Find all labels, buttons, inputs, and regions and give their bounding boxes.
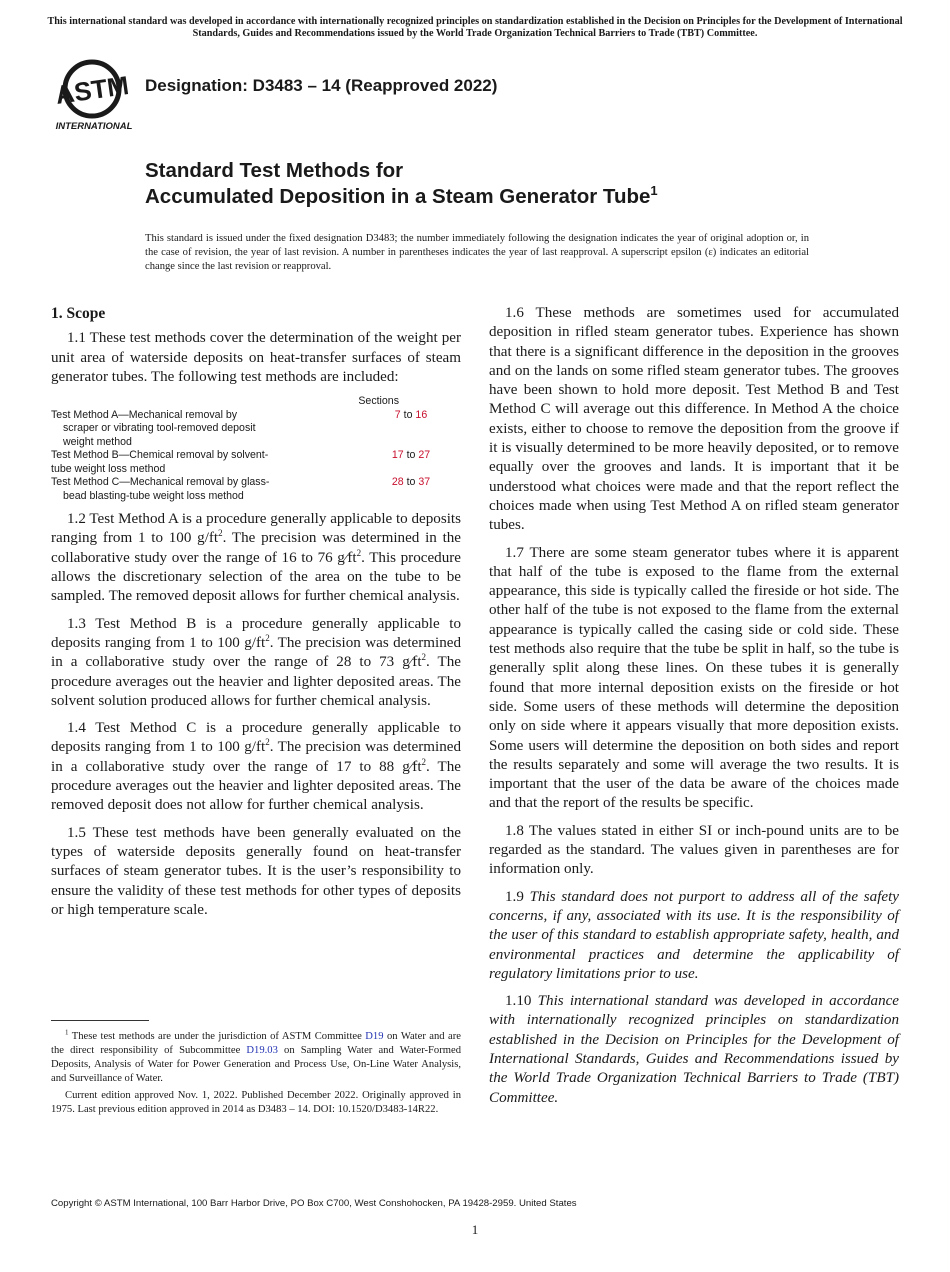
svg-text:ASTM: ASTM bbox=[53, 70, 131, 110]
methods-table bbox=[51, 395, 461, 503]
footnotes bbox=[51, 1030, 461, 1120]
section-link[interactable]: 27 bbox=[418, 449, 431, 462]
section-link[interactable]: 28 bbox=[391, 476, 404, 489]
scope-heading: 1. Scope bbox=[51, 305, 106, 322]
issued-note: This standard is issued under the fixed designation D3483; the number immediately following the designation indicates the year of original adoption or, in the case of revision, the year of last revision. A number in parentheses indicates the year of last reapproval. A superscript epsilon (ε) indicates an editorial change since the last revision or reapproval. bbox=[145, 233, 809, 272]
subcommittee-link[interactable]: D19.03 bbox=[246, 1045, 278, 1056]
para-1-10: 1.10 This international standard was developed in accordance with internationally recognized principles on standardization established in the Decision on Principles for the Development of International Standards, Guides and Recommendations issued by the World Trade Organization Technical Barriers to Trade (TBT) Committee. bbox=[489, 993, 900, 1106]
para-1-8: 1.8 The values stated in either SI or inch-pound units are to be regarded as the standard. The values given in parentheses are for information only. bbox=[489, 822, 899, 878]
top-note: This international standard was developed in accordance with internationally recognized principles on standardization established in the Decision on Principles for the Development of International Standards, Guides and Recommendations issued by the World Trade Organization Technical Barriers to Trade (TBT) Committee. bbox=[47, 16, 903, 39]
section-link[interactable]: 17 bbox=[391, 449, 404, 462]
method-row: Test Method A—Mechanical removal by scraper or vibrating tool-removed deposit weight method 7 to 16 bbox=[51, 408, 428, 448]
page-number: 1 bbox=[471, 1222, 479, 1237]
para-1-6: 1.6 These methods are sometimes used for accumulated deposition in rifled steam generator tubes. Experience has shown that there is a significant difference in the deposition in the grooves and on the lands on some rifled steam generator tubes. The grooves have been shown to hold more deposit. Test Method B and Test Method C will average out this difference. In Method A the choice exists, either to choose to remove the deposition from the groove if it is visually determined to be more heavily deposited, or to remove equally over the grooves and lands. It is important that it be understood what choices were made and that the report reflect the choices made when using Test Method A on rifled steam generator tubes. bbox=[489, 305, 899, 534]
para-1-9: 1.9 This standard does not purport to address all of the safety concerns, if any, associated with its use. It is the responsibility of the user of this standard to establish appropriate safety, health, and environmental practices and determine the applicability of regulatory limitations prior to use. bbox=[489, 888, 900, 982]
para-1-4: 1.4 Test Method C is a procedure generally applicable to deposits ranging from 1 to 100 $g/ft^2$. The precision was determined in a collaborative study over the range of 17 to 88 $g⁄ft^2$. The procedure averages out the heavier and lighter deposited areas. The removed deposit does not allow for further chemical analysis. bbox=[51, 720, 461, 814]
designation: Designation: D3483 – 14 (Reapproved 2022) bbox=[145, 76, 498, 95]
footnote-1: $^1$ These test methods are under the jurisdiction of ASTM Committee D19 on Water and are the direct responsibility of Subcommittee D19.03 on Sampling Water and Water-Formed Deposits, Analysis of Water for Power Generation and Process Use, On-Line Water Analysis, and Surveillance of Water. bbox=[51, 1028, 461, 1084]
copyright: Copyright © ASTM International, 100 Barr Harbor Drive, PO Box C700, West Conshohocken, PA 19428-2959. United States bbox=[51, 1198, 577, 1209]
section-link[interactable]: 7 bbox=[394, 408, 401, 421]
svg-text:INTERNATIONAL: INTERNATIONAL bbox=[55, 121, 133, 132]
para-1-3: 1.3 Test Method B is a procedure generally applicable to deposits ranging from 1 to 100 $g/ft^2$. The precision was determined in a collaborative study over the range of 28 to 73 $g⁄ft^2$. The procedure averages out the heavier and lighter deposited areas. The solvent solution produced allows for further chemical analysis. bbox=[51, 615, 461, 709]
title-line-2: Accumulated Deposition in a Steam Generator Tube$^1$ bbox=[145, 183, 658, 208]
method-row: Test Method B—Chemical removal by solvent- tube weight loss method 17 to 27 bbox=[51, 449, 431, 475]
section-link[interactable]: 16 bbox=[415, 408, 428, 421]
page-title bbox=[145, 158, 658, 210]
title-line-1: Standard Test Methods for bbox=[145, 159, 404, 182]
footnote-rule bbox=[51, 1020, 149, 1021]
title-footnote-ref: 1 bbox=[650, 183, 658, 199]
left-column bbox=[51, 304, 461, 928]
para-1-7: 1.7 There are some steam generator tubes where it is apparent that half of the tube is exposed to the flame from the external appearance, this side is typically called the fireside or hot side. The other half of the tube is not exposed to the flame from the external appearance is typically called the casing side or cold side. These test methods also require that the tube be split in half, so the tube is generally split along these lines. On these tubes it is generally found that more internal deposition exists on the fireside or hot side. Some users of these methods will determine the deposition only on side where it appears visually that more deposition exists. Some users will determine the deposition on both sides and report the results separately and some will average the two results. It is important that the user of the data be aware of the choices made and that the report of the results be specific. bbox=[489, 544, 899, 812]
committee-link[interactable]: D19 bbox=[365, 1031, 384, 1042]
right-column bbox=[489, 304, 899, 1116]
section-link[interactable]: 37 bbox=[418, 476, 431, 489]
para-1-2: 1.2 Test Method A is a procedure generally applicable to deposits ranging from 1 to 100 $g/ft^2$. The precision was determined in the collaborative study over the range of 16 to 76 $g⁄ft^2$. This procedure allows the discretionary selection of the area on the tube to be sampled. The removed deposit allows for further chemical analysis. bbox=[51, 511, 462, 605]
method-row: Test Method C—Mechanical removal by glass- bead blasting-tube weight loss method 28 to 37 bbox=[51, 476, 431, 502]
methods-header: Sections bbox=[358, 395, 399, 408]
para-1-1: 1.1 These test methods cover the determination of the weight per unit area of waterside deposits on heat-transfer surfaces of steam generator tubes. The following test methods are included: bbox=[51, 330, 461, 385]
para-1-5: 1.5 These test methods have been generally evaluated on the types of waterside deposits generally found on heat-transfer surfaces of steam generator tubes. It is the user’s responsibility to ensure the validity of these test methods for other types of deposits or high temperature scale. bbox=[51, 824, 461, 918]
footnote-edition: Current edition approved Nov. 1, 2022. Published December 2022. Originally approved in 1975. Last previous edition approved in 2014 as D3483 – 14. DOI: 10.1520/D3483-14R22. bbox=[51, 1090, 461, 1115]
astm-logo bbox=[52, 57, 136, 133]
